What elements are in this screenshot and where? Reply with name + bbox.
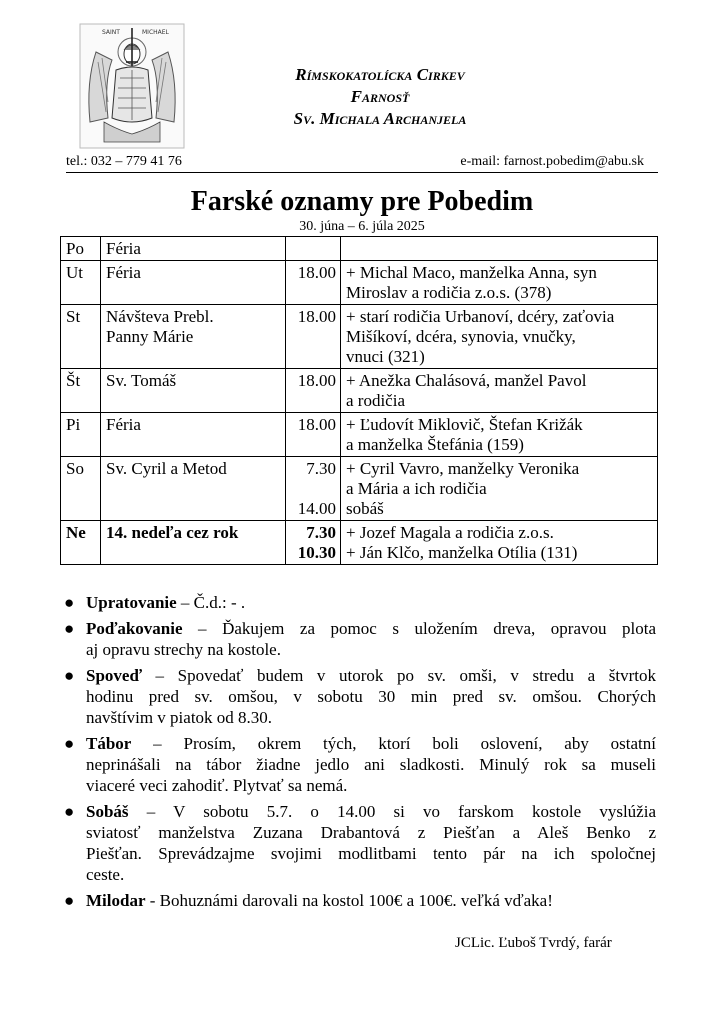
schedule-row — [61, 305, 658, 369]
schedule-name — [101, 413, 286, 457]
schedule-time-line: 18.00 — [297, 371, 336, 390]
schedule-name-line: Féria — [106, 239, 141, 258]
bullet-icon: ● — [64, 802, 75, 821]
schedule-time-line: 18.00 — [297, 307, 336, 326]
announcement-text: Piešťan. Sprevádzajme svojimi modlitbami tento pár na ich spoločnej — [86, 844, 656, 863]
bullet-icon: ● — [64, 891, 75, 910]
announcement-label: Tábor — [86, 734, 132, 753]
schedule-day: Ne — [61, 521, 101, 565]
schedule-row — [61, 237, 658, 261]
archangel-icon — [78, 22, 186, 150]
schedule-day: Po — [61, 237, 101, 261]
announcement-line — [86, 707, 656, 728]
schedule-time-line: 7.30 — [306, 523, 336, 542]
schedule-time-line — [291, 239, 336, 259]
schedule-intention-line — [346, 239, 653, 259]
announcement-label: Sobáš — [86, 802, 129, 821]
schedule-time — [286, 413, 341, 457]
schedule-intention-line: sobáš — [346, 499, 384, 518]
schedule-time-line: 18.00 — [297, 263, 336, 282]
announcement-line — [86, 592, 656, 613]
announcement-item — [64, 733, 656, 796]
schedule-intention-line: + Cyril Vavro, manželky Veronika — [346, 459, 580, 478]
schedule-intention — [341, 261, 658, 305]
announcement-item — [64, 890, 656, 911]
logo-caption-michael: MICHAEL — [142, 29, 169, 36]
announcement-line — [86, 754, 656, 775]
schedule-intention-line: Mišíkoví, dcéra, synovia, vnučky, — [346, 327, 576, 346]
schedule-time-line: 18.00 — [297, 415, 336, 434]
schedule-time — [286, 237, 341, 261]
schedule-time — [286, 457, 341, 521]
schedule-day: Št — [61, 369, 101, 413]
schedule-day: So — [61, 457, 101, 521]
signature: JCLic. Ľuboš Tvrdý, farár — [455, 935, 612, 951]
schedule-row — [61, 521, 658, 565]
schedule-intention-line: a Mária a ich rodičia — [346, 479, 487, 498]
announcement-label: Milodar — [86, 891, 146, 910]
schedule-intention — [341, 237, 658, 261]
page-title: Farské oznamy pre Pobedim — [190, 186, 534, 217]
schedule-intention-line: + Anežka Chalásová, manžel Pavol — [346, 371, 587, 390]
announcement-text: hodinu pred sv. omšou, v sobotu 30 min pred sv. omšou. Chorých — [86, 687, 656, 706]
announcement-line — [86, 775, 656, 796]
announcement-line — [86, 843, 656, 864]
contact-line — [66, 154, 658, 173]
announcement-text: viaceré veci zahodiť. Plytvať sa nemá. — [86, 776, 348, 795]
schedule-time-line: 7.30 — [306, 459, 336, 478]
schedule-name-line: Féria — [106, 263, 141, 282]
announcement-item — [64, 592, 656, 613]
schedule-name — [101, 369, 286, 413]
schedule-name-line: Féria — [106, 415, 141, 434]
email-address: e-mail: farnost.pobedim@abu.sk — [460, 154, 644, 169]
announcement-line — [86, 665, 656, 686]
schedule-name-line: 14. nedeľa cez rok — [106, 523, 239, 542]
announcement-text: – Spovedať budem v utorok po sv. omši, v stredu a štvrtok — [141, 666, 656, 685]
org-line-3: Sv. Michala Archanjela — [293, 109, 467, 128]
schedule-name — [101, 521, 286, 565]
parish-name-block — [200, 64, 560, 130]
announcement-label: Poďakovanie — [86, 619, 183, 638]
announcement-line — [86, 639, 656, 660]
schedule-time-line — [291, 479, 336, 499]
announcement-item — [64, 618, 656, 660]
announcement-line — [86, 864, 656, 885]
schedule-intention-line: + Michal Maco, manželka Anna, syn — [346, 263, 597, 282]
schedule-time-line: 14.00 — [297, 499, 336, 518]
schedule-name — [101, 261, 286, 305]
schedule-intention-line: + Ľudovít Miklovič, Štefan Križák — [346, 415, 583, 434]
announcement-line — [86, 822, 656, 843]
schedule-time — [286, 521, 341, 565]
schedule-row — [61, 413, 658, 457]
org-line-2: Farnosť — [350, 87, 410, 106]
schedule-intention — [341, 369, 658, 413]
schedule-name — [101, 457, 286, 521]
announcement-text: – Č.d.: - . — [176, 593, 246, 612]
org-line-1: Rímskokatolícka Cirkev — [295, 65, 465, 84]
schedule-intention — [341, 413, 658, 457]
schedule-row — [61, 369, 658, 413]
schedule-row — [61, 261, 658, 305]
schedule-intention — [341, 305, 658, 369]
announcement-text: sviatosť manželstva Zuzana Drabantová z Piešťan a Aleš Benko z — [86, 823, 656, 842]
saint-michael-logo — [78, 22, 186, 150]
logo-caption-saint: SAINT — [102, 29, 120, 36]
date-range: 30. júna – 6. júla 2025 — [299, 219, 425, 234]
schedule-time — [286, 369, 341, 413]
schedule-intention — [341, 521, 658, 565]
bullet-icon: ● — [64, 619, 75, 638]
announcement-text: – Prosím, okrem tých, ktorí boli oslovení, aby ostatní — [131, 734, 656, 753]
schedule-intention-line: vnuci (321) — [346, 347, 425, 366]
schedule-name-line: Panny Márie — [106, 327, 194, 346]
announcement-line — [86, 618, 656, 639]
schedule-time-line: 10.30 — [297, 543, 336, 562]
schedule-time — [286, 305, 341, 369]
bullet-icon: ● — [64, 734, 75, 753]
announcement-line — [86, 686, 656, 707]
schedule-name — [101, 237, 286, 261]
schedule-intention-line: a rodičia — [346, 391, 405, 410]
announcement-text: aj opravu strechy na kostole. — [86, 640, 281, 659]
schedule-intention-line: Miroslav a rodičia z.o.s. (378) — [346, 283, 552, 302]
schedule-intention-line: + starí rodičia Urbanoví, dcéry, zaťovia — [346, 307, 615, 326]
schedule-name-line: Sv. Cyril a Metod — [106, 459, 227, 478]
announcement-text: navštívim v piatok od 8.30. — [86, 708, 273, 727]
bullet-icon: ● — [64, 666, 75, 685]
announcement-text: - Bohuznámi darovali na kostol 100€ a 100€. veľká vďaka! — [145, 891, 553, 910]
schedule-day: St — [61, 305, 101, 369]
announcement-text: neprinášali na tábor žiadne jedlo ani sladkosti. Minulý rok sa museli — [86, 755, 656, 774]
schedule-row — [61, 457, 658, 521]
announcement-line — [86, 890, 656, 911]
schedule-name — [101, 305, 286, 369]
schedule-name-line: Návšteva Prebl. — [106, 307, 214, 326]
mass-schedule-table — [60, 236, 658, 565]
schedule-day: Ut — [61, 261, 101, 305]
schedule-name-line: Sv. Tomáš — [106, 371, 177, 390]
schedule-time — [286, 261, 341, 305]
phone-number: tel.: 032 – 779 41 76 — [66, 154, 182, 169]
schedule-intention — [341, 457, 658, 521]
bullet-icon: ● — [64, 593, 75, 612]
announcement-label: Upratovanie — [86, 593, 177, 612]
schedule-intention-line: + Ján Klčo, manželka Otília (131) — [346, 543, 578, 562]
announcement-item — [64, 665, 656, 728]
announcement-item — [64, 801, 656, 885]
announcement-line — [86, 733, 656, 754]
announcement-text: ceste. — [86, 865, 125, 884]
announcement-text: – Ďakujem za pomoc s uložením dreva, opravou plota — [182, 619, 656, 638]
schedule-intention-line: + Jozef Magala a rodičia z.o.s. — [346, 523, 554, 542]
announcements-list — [64, 592, 656, 916]
announcement-text: – V sobotu 5.7. o 14.00 si vo farskom kostole vyslúžia — [128, 802, 656, 821]
announcement-label: Spoveď — [86, 666, 142, 685]
announcement-line — [86, 801, 656, 822]
schedule-day: Pi — [61, 413, 101, 457]
schedule-intention-line: a manželka Štefánia (159) — [346, 435, 524, 454]
